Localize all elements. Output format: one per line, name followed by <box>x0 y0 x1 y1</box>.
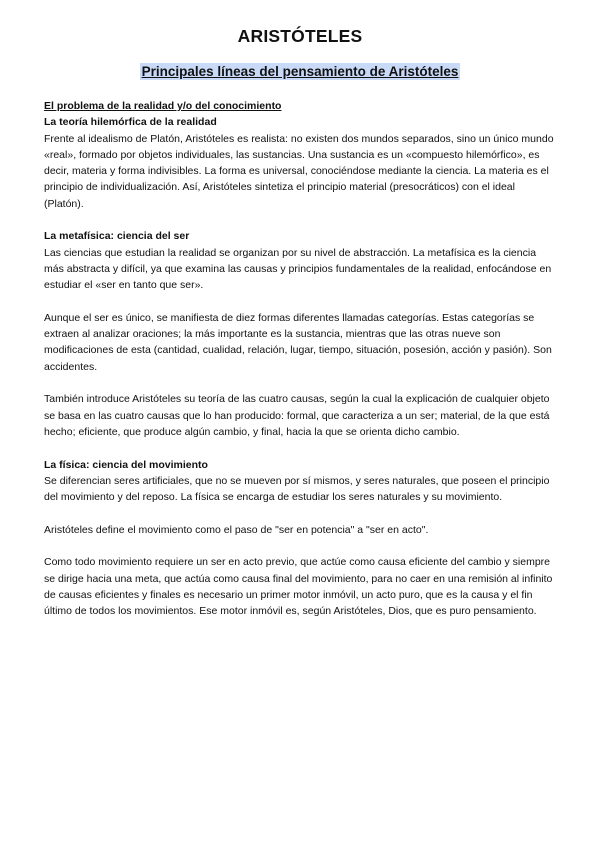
paragraph-fisica-1: Se diferencian seres artificiales, que no se mueven por sí mismos, y seres naturales, que poseen el principio del movimiento y del reposo. La física se encarga de estudiar los seres naturales y su movimiento. <box>44 474 550 504</box>
paragraph-fisica-2: Aristóteles define el movimiento como el paso de "ser en potencia" a "ser en acto". <box>44 523 429 536</box>
section-heading-fisica: La física: ciencia del movimiento <box>44 458 208 471</box>
paragraph-metafisica-3: También introduce Aristóteles su teoría de las cuatro causas, según la cual la explicación de cualquier objeto se basa en las cuatro causas que lo han producido: formal, que caracteriza a un ser; material, de la que está hecho; eficiente, que produce algún cambio, y final, hacia la que se orienta dicho cambio. <box>44 393 550 438</box>
document-page <box>44 26 556 620</box>
spacer <box>44 440 556 456</box>
paragraph-fisica-3: Como todo movimiento requiere un ser en acto previo, que actúe como causa eficiente del cambio y siempre se dirige hacia una meta, que actúa como causa final del movimiento, para no caer en una remisión al infinito de causas eficientes y finales es necesario un primer motor inmóvil, un acto puro, que es la causa y el fin último de todos los movimientos. Ese motor inmóvil es, según Aristóteles, Dios, que es puro pensamiento. <box>44 556 553 618</box>
spacer <box>44 212 556 228</box>
spacer <box>44 505 556 521</box>
spacer <box>44 375 556 391</box>
document-title: ARISTÓTELES <box>237 26 363 46</box>
subheading-teoria-hilemorfica: La teoría hilemórfica de la realidad <box>44 116 217 129</box>
paragraph-realidad-1: Frente al idealismo de Platón, Aristóteles es realista: no existen dos mundos separados, sino un único mundo «real», formado por objetos individuales, las sustancias. Una sustancia es un «compuesto hilemórfico», es decir, materia y forma indivisibles. La forma es universal, conociéndose mediante la ciencia. La materia es el principio de individualización. Así, Aristóteles sintetiza el principio material (presocráticos) con el ideal (Platón). <box>44 132 554 210</box>
spacer <box>44 294 556 310</box>
subtitle-wrap <box>44 63 556 81</box>
document-subtitle: Principales líneas del pensamiento de Aristóteles <box>141 64 459 79</box>
section-heading-metafisica: La metafísica: ciencia del ser <box>44 230 190 243</box>
section-heading-realidad: El problema de la realidad y/o del conocimiento <box>44 100 282 112</box>
paragraph-metafisica-2: Aunque el ser es único, se manifiesta de diez formas diferentes llamadas categorías. Estas categorías se extraen al analizar oraciones; la más importante es la sustancia, mientras que las otras nueve son modificaciones de esta (cantidad, cualidad, relación, lugar, tiempo, situación, posesión, acción y pasión). Son accidentes. <box>44 311 552 373</box>
spacer <box>44 538 556 554</box>
paragraph-metafisica-1: Las ciencias que estudian la realidad se organizan por su nivel de abstracción. La metafísica es la ciencia más abstracta y difícil, ya que examina las causas y principios fundamentales de la realidad, enfocándose en estudiar el «ser en tanto que ser». <box>44 246 552 292</box>
